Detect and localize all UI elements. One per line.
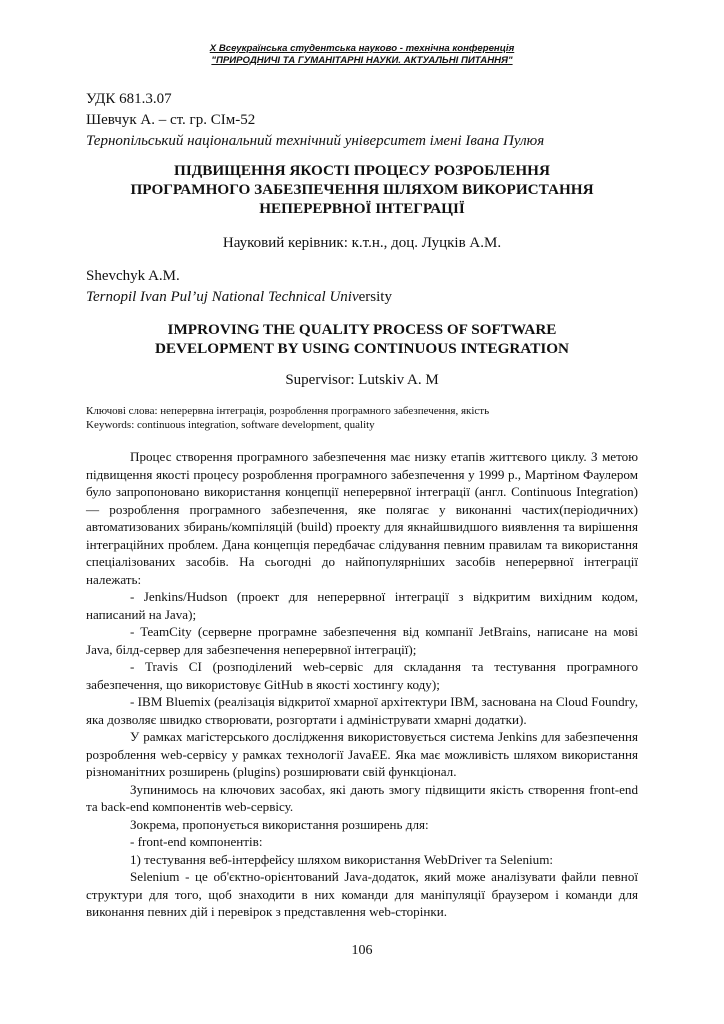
paragraph: Зупинимось на ключових засобах, які дають змогу підвищити якість створення front-end та back-end компонентів web-сервісу. bbox=[86, 781, 638, 814]
udk-code: УДК 681.3.07 bbox=[86, 91, 172, 107]
ua-university: Тернопільський національний технічний університет імені Івана Пулюя bbox=[86, 133, 545, 149]
list-item: - Jenkins/Hudson (проект для неперервної інтеграції з відкритим вихідним кодом, написаний на Java); bbox=[86, 589, 638, 622]
paragraph: 1) тестування веб-інтерфейсу шляхом використання WebDriver та Selenium: bbox=[130, 851, 554, 867]
ua-meta bbox=[86, 89, 544, 152]
en-supervisor: Supervisor: Lutskiv A. M bbox=[285, 372, 439, 388]
paragraph: - front-end компонентів: bbox=[130, 834, 263, 849]
ua-title-line-1: ПІДВИЩЕННЯ ЯКОСТІ ПРОЦЕСУ РОЗРОБЛЕННЯ bbox=[174, 162, 550, 179]
conference-line-2: "ПРИРОДНИЧІ ТА ГУМАНІТАРНІ НАУКИ. АКТУАЛЬНІ ПИТАННЯ" bbox=[211, 55, 513, 66]
conference-line-1: X Всеукраїнська студентська науково - технічна конференція bbox=[209, 43, 515, 54]
paragraph: Selenium - це об'єктно-орієнтований Java-додаток, який може аналізувати файли певної структури для того, щоб знаходити в них команди для маніпуляції браузером і команди для виконання певних дій і перевірок з представлення web-сторінки. bbox=[86, 869, 638, 919]
ua-title bbox=[60, 161, 664, 218]
keywords-ua: Ключові слова: неперервна інтеграція, розроблення програмного забезпечення, якість bbox=[86, 405, 490, 417]
en-university-italic: Ternopil Ivan Pul’uj National Technical Univ bbox=[86, 289, 359, 305]
conference-header bbox=[0, 43, 724, 67]
list-item: - Travis CI (розподілений web-сервіс для складання та тестування програмного забезпечення, що використовує GitHub в якості хостингу коду); bbox=[86, 659, 638, 692]
paragraph: У рамках магістерського дослідження використовується система Jenkins для забезпечення розроблення web-сервісу у рамках технології JavaEE. Яка має можливість шляхом використання різноманітних розширень (plugins) розширювати свій функціонал. bbox=[86, 729, 638, 779]
en-meta bbox=[86, 266, 392, 308]
list-item: - IBM Bluemix (реалізація відкритої хмарної архітектури IBM, заснована на Cloud Foundry, яка дозволяє швидко створювати, розгортати і адмініструвати хмарні додатки). bbox=[86, 694, 638, 727]
ua-supervisor: Науковий керівник: к.т.н., доц. Луцків А.М. bbox=[222, 235, 502, 251]
en-title bbox=[60, 320, 664, 358]
ua-author: Шевчук А. – ст. гр. СІм-52 bbox=[86, 112, 256, 128]
keywords-en: Keywords: continuous integration, software development, quality bbox=[86, 418, 375, 431]
list-item: - TeamCity (серверне програмне забезпечення від компанії JetBrains, написане на мові Java, білд-сервер для забезпечення неперервної інтеграції); bbox=[86, 624, 638, 657]
ua-title-line-3: НЕПЕРЕРВНОЇ ІНТЕГРАЦІЇ bbox=[259, 200, 465, 217]
en-university bbox=[86, 287, 392, 308]
page-number: 106 bbox=[351, 943, 373, 958]
en-author: Shevchyk A.M. bbox=[86, 268, 180, 284]
en-university-rest: ersity bbox=[358, 289, 392, 305]
paragraph: Зокрема, пропонується використання розширень для: bbox=[130, 816, 429, 832]
body-text bbox=[86, 448, 638, 921]
keywords bbox=[86, 405, 489, 432]
en-title-line-1: IMPROVING THE QUALITY PROCESS OF SOFTWARE bbox=[167, 321, 557, 338]
paragraph: Процес створення програмного забезпечення має низку етапів життєвого циклу. З метою підвищення якості процесу розроблення програмного забезпечення у 1999 р., Мартіном Фаулером було запропоновано використання концепції неперервної інтеграції (англ. Continuous Integration) — розроблення програмного забезпечення, яке полягає у виконанні частих(періодичних) автоматизованих збирань/компіляцій (build) проекту для якнайшвидшого виявлення та вирішення інтеграційних проблем. Дана концепція передбачає слідування певним правилам та використання спеціалізованих засобів. На сьогодні до найпопулярніших засобів неперервної інтеграції належать: bbox=[86, 449, 638, 587]
en-title-line-2: DEVELOPMENT BY USING CONTINUOUS INTEGRATION bbox=[154, 340, 570, 357]
ua-title-line-2: ПРОГРАМНОГО ЗАБЕЗПЕЧЕННЯ ШЛЯХОМ ВИКОРИСТАННЯ bbox=[130, 181, 594, 198]
